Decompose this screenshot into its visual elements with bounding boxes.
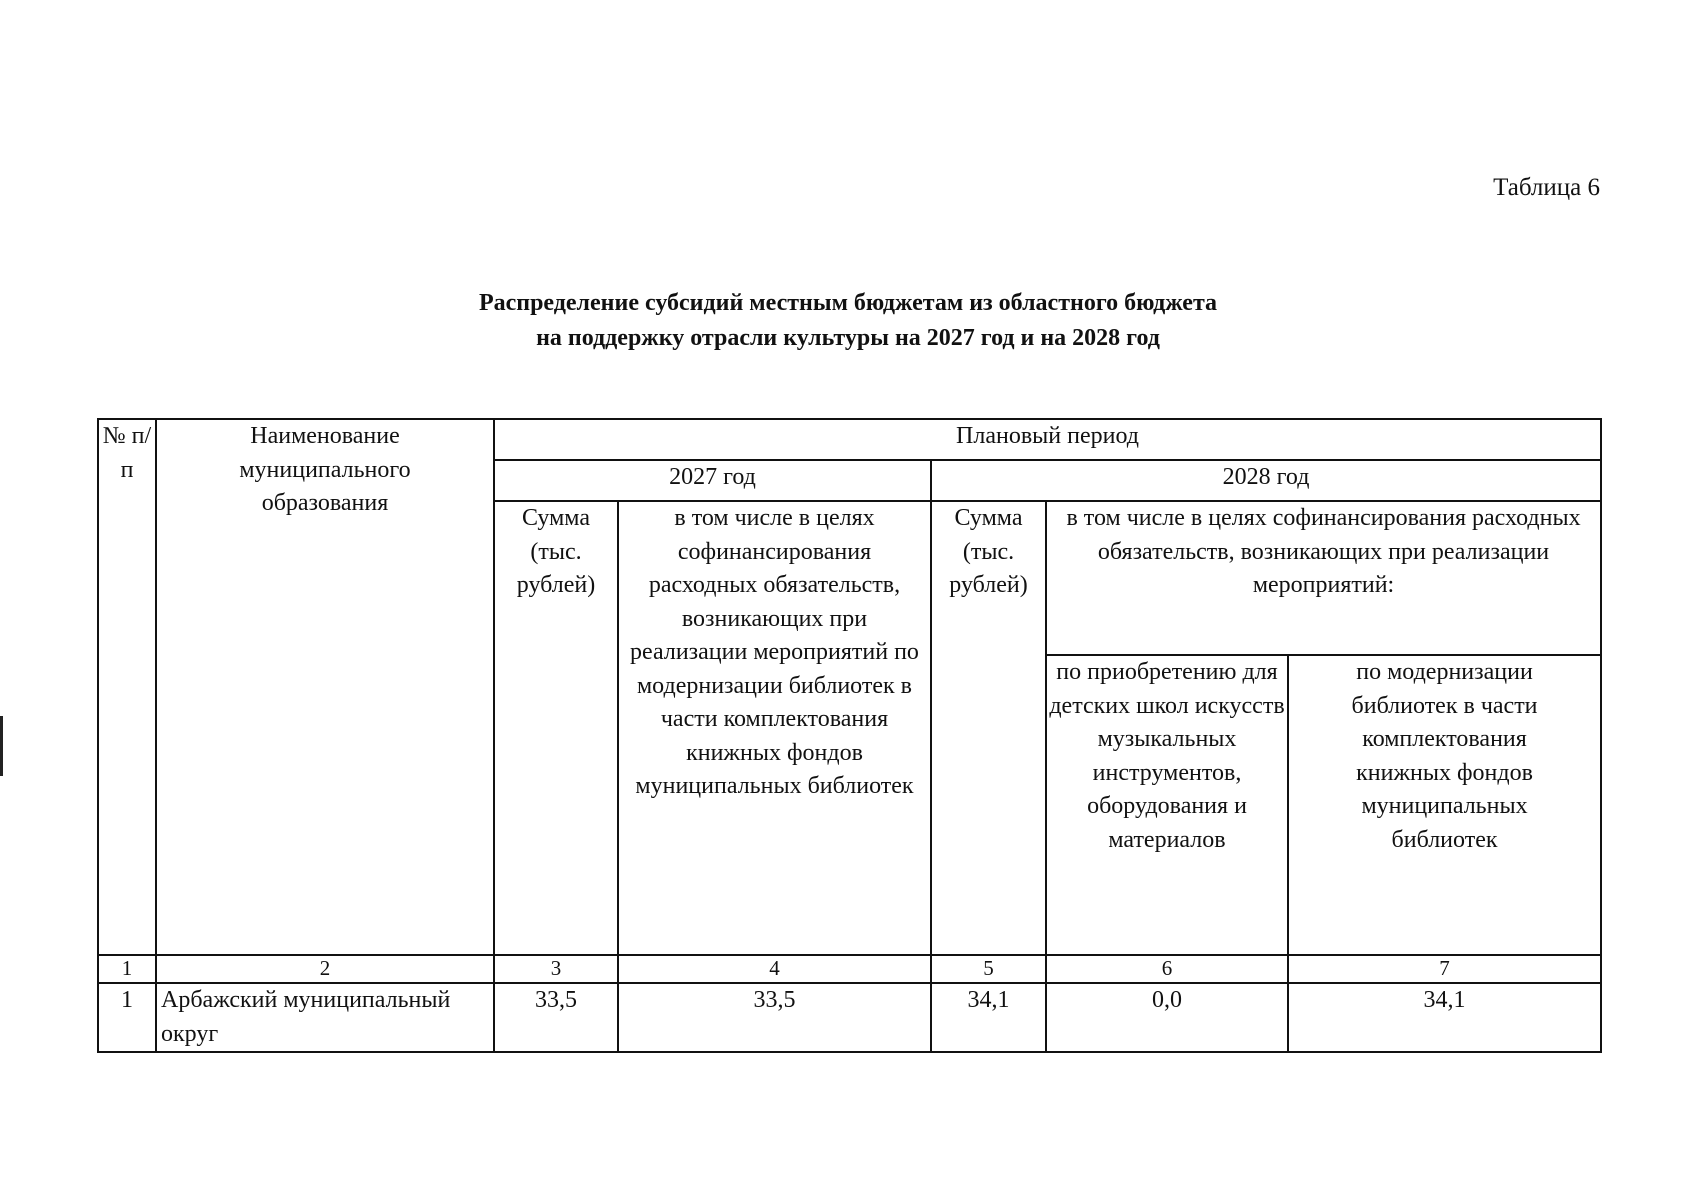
row-incl-2027: 33,5 <box>618 983 931 1052</box>
header-year-2028: 2028 год <box>931 460 1601 501</box>
column-number: 5 <box>931 955 1046 983</box>
header-sum-2028: Сумма (тыс. рублей) <box>931 501 1046 955</box>
title-line-1: Распределение субсидий местным бюджетам из областного бюджета <box>478 290 1218 316</box>
column-number: 2 <box>156 955 494 983</box>
header-row-1 <box>98 419 1601 460</box>
column-number: 7 <box>1288 955 1601 983</box>
header-num: № п/п <box>98 419 156 955</box>
header-incl-2027: в том числе в целях софинансирования расходных обязательств, возникающих при реализации мероприятий по модернизации библиотек в части комплектования книжных фондов муниципальных библиотек <box>618 501 931 955</box>
column-number: 1 <box>98 955 156 983</box>
margin-mark <box>0 716 3 776</box>
subsidy-table <box>97 418 1602 1053</box>
column-number-row <box>98 955 1601 983</box>
row-libraries-2028: 34,1 <box>1288 983 1601 1052</box>
header-name: Наименование муниципального образования <box>156 419 494 955</box>
header-incl-2028: в том числе в целях софинансирования расходных обязательств, возникающих при реализации мероприятий: <box>1046 501 1601 655</box>
header-sub-instruments: по приобретению для детских школ искусств музыкальных инструментов, оборудования и материалов <box>1046 655 1288 955</box>
header-sub-libraries: по модернизации библиотек в части комплектования книжных фондов муниципальных библиотек <box>1288 655 1601 955</box>
row-name: Арбажский муниципальный округ <box>156 983 494 1052</box>
table-row <box>98 983 1601 1052</box>
header-plan-period: Плановый период <box>494 419 1601 460</box>
table-number: Таблица 6 <box>1493 174 1600 201</box>
title-line-2: на поддержку отрасли культуры на 2027 год и на 2028 год <box>536 325 1160 351</box>
row-sum-2027: 33,5 <box>494 983 618 1052</box>
header-sum-2027: Сумма (тыс. рублей) <box>494 501 618 955</box>
column-number: 3 <box>494 955 618 983</box>
document-title <box>0 286 1696 356</box>
header-year-2027: 2027 год <box>494 460 931 501</box>
row-instruments-2028: 0,0 <box>1046 983 1288 1052</box>
row-sum-2028: 34,1 <box>931 983 1046 1052</box>
column-number: 6 <box>1046 955 1288 983</box>
row-num: 1 <box>98 983 156 1052</box>
column-number: 4 <box>618 955 931 983</box>
